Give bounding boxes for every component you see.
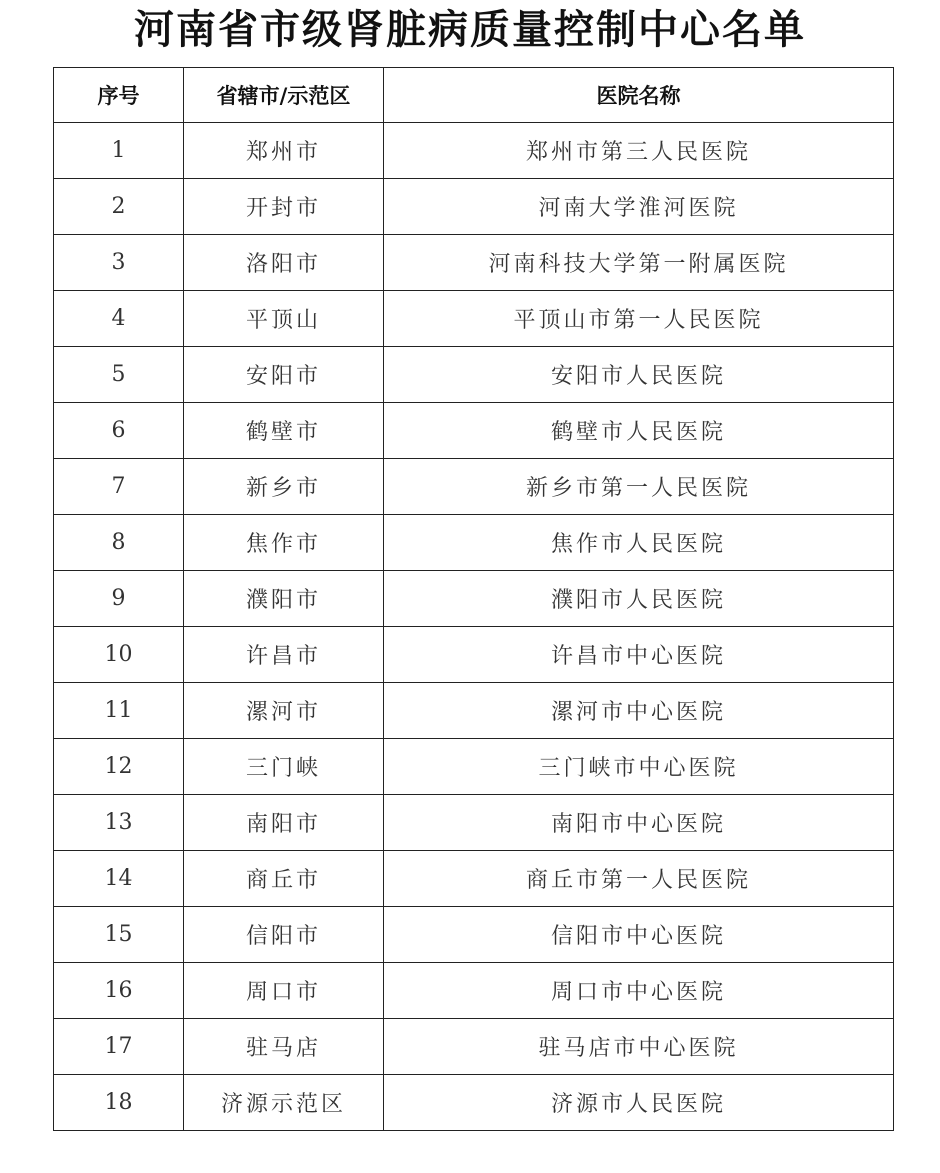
cell-hospital-name: 郑州市第三人民医院	[384, 123, 894, 179]
table-row	[54, 1075, 894, 1131]
table-row	[54, 347, 894, 403]
table-row	[54, 291, 894, 347]
table-body	[54, 123, 894, 1131]
table-row	[54, 907, 894, 963]
header-hospital-name: 医院名称	[384, 68, 894, 123]
cell-city: 三门峡	[184, 739, 384, 795]
cell-serial-number: 17	[54, 1019, 184, 1075]
cell-hospital-name: 驻马店市中心医院	[384, 1019, 894, 1075]
cell-serial-number: 9	[54, 571, 184, 627]
cell-city: 洛阳市	[184, 235, 384, 291]
cell-city: 安阳市	[184, 347, 384, 403]
cell-hospital-name: 漯河市中心医院	[384, 683, 894, 739]
cell-city: 商丘市	[184, 851, 384, 907]
table-row	[54, 571, 894, 627]
cell-serial-number: 11	[54, 683, 184, 739]
table-row	[54, 235, 894, 291]
header-city: 省辖市/示范区	[184, 68, 384, 123]
table-row	[54, 851, 894, 907]
cell-city: 信阳市	[184, 907, 384, 963]
table-row	[54, 515, 894, 571]
cell-serial-number: 13	[54, 795, 184, 851]
table-header	[54, 68, 894, 123]
table-row	[54, 963, 894, 1019]
hospital-table	[53, 67, 894, 1131]
cell-hospital-name: 平顶山市第一人民医院	[384, 291, 894, 347]
cell-hospital-name: 鹤壁市人民医院	[384, 403, 894, 459]
cell-hospital-name: 濮阳市人民医院	[384, 571, 894, 627]
cell-serial-number: 12	[54, 739, 184, 795]
cell-city: 周口市	[184, 963, 384, 1019]
cell-city: 南阳市	[184, 795, 384, 851]
cell-hospital-name: 河南科技大学第一附属医院	[384, 235, 894, 291]
cell-serial-number: 5	[54, 347, 184, 403]
table-row	[54, 459, 894, 515]
cell-serial-number: 6	[54, 403, 184, 459]
cell-city: 焦作市	[184, 515, 384, 571]
cell-hospital-name: 许昌市中心医院	[384, 627, 894, 683]
cell-serial-number: 3	[54, 235, 184, 291]
header-row	[54, 68, 894, 123]
cell-hospital-name: 河南大学淮河医院	[384, 179, 894, 235]
cell-serial-number: 16	[54, 963, 184, 1019]
cell-city: 平顶山	[184, 291, 384, 347]
cell-serial-number: 2	[54, 179, 184, 235]
cell-hospital-name: 济源市人民医院	[384, 1075, 894, 1131]
cell-hospital-name: 信阳市中心医院	[384, 907, 894, 963]
cell-city: 漯河市	[184, 683, 384, 739]
cell-city: 鹤壁市	[184, 403, 384, 459]
cell-city: 济源示范区	[184, 1075, 384, 1131]
header-serial-number: 序号	[54, 68, 184, 123]
cell-city: 濮阳市	[184, 571, 384, 627]
cell-serial-number: 15	[54, 907, 184, 963]
cell-city: 驻马店	[184, 1019, 384, 1075]
table-row	[54, 683, 894, 739]
cell-serial-number: 7	[54, 459, 184, 515]
cell-hospital-name: 安阳市人民医院	[384, 347, 894, 403]
cell-serial-number: 4	[54, 291, 184, 347]
table-row	[54, 403, 894, 459]
cell-city: 许昌市	[184, 627, 384, 683]
cell-city: 新乡市	[184, 459, 384, 515]
cell-city: 郑州市	[184, 123, 384, 179]
table-row	[54, 795, 894, 851]
table-row	[54, 1019, 894, 1075]
page-title: 河南省市级肾脏病质量控制中心名单	[134, 6, 806, 53]
cell-hospital-name: 三门峡市中心医院	[384, 739, 894, 795]
table-row	[54, 627, 894, 683]
table-row	[54, 739, 894, 795]
cell-hospital-name: 周口市中心医院	[384, 963, 894, 1019]
cell-serial-number: 1	[54, 123, 184, 179]
cell-hospital-name: 南阳市中心医院	[384, 795, 894, 851]
cell-serial-number: 14	[54, 851, 184, 907]
cell-serial-number: 18	[54, 1075, 184, 1131]
cell-serial-number: 8	[54, 515, 184, 571]
table-row	[54, 179, 894, 235]
cell-hospital-name: 商丘市第一人民医院	[384, 851, 894, 907]
cell-city: 开封市	[184, 179, 384, 235]
cell-serial-number: 10	[54, 627, 184, 683]
table-row	[54, 123, 894, 179]
cell-hospital-name: 焦作市人民医院	[384, 515, 894, 571]
cell-hospital-name: 新乡市第一人民医院	[384, 459, 894, 515]
